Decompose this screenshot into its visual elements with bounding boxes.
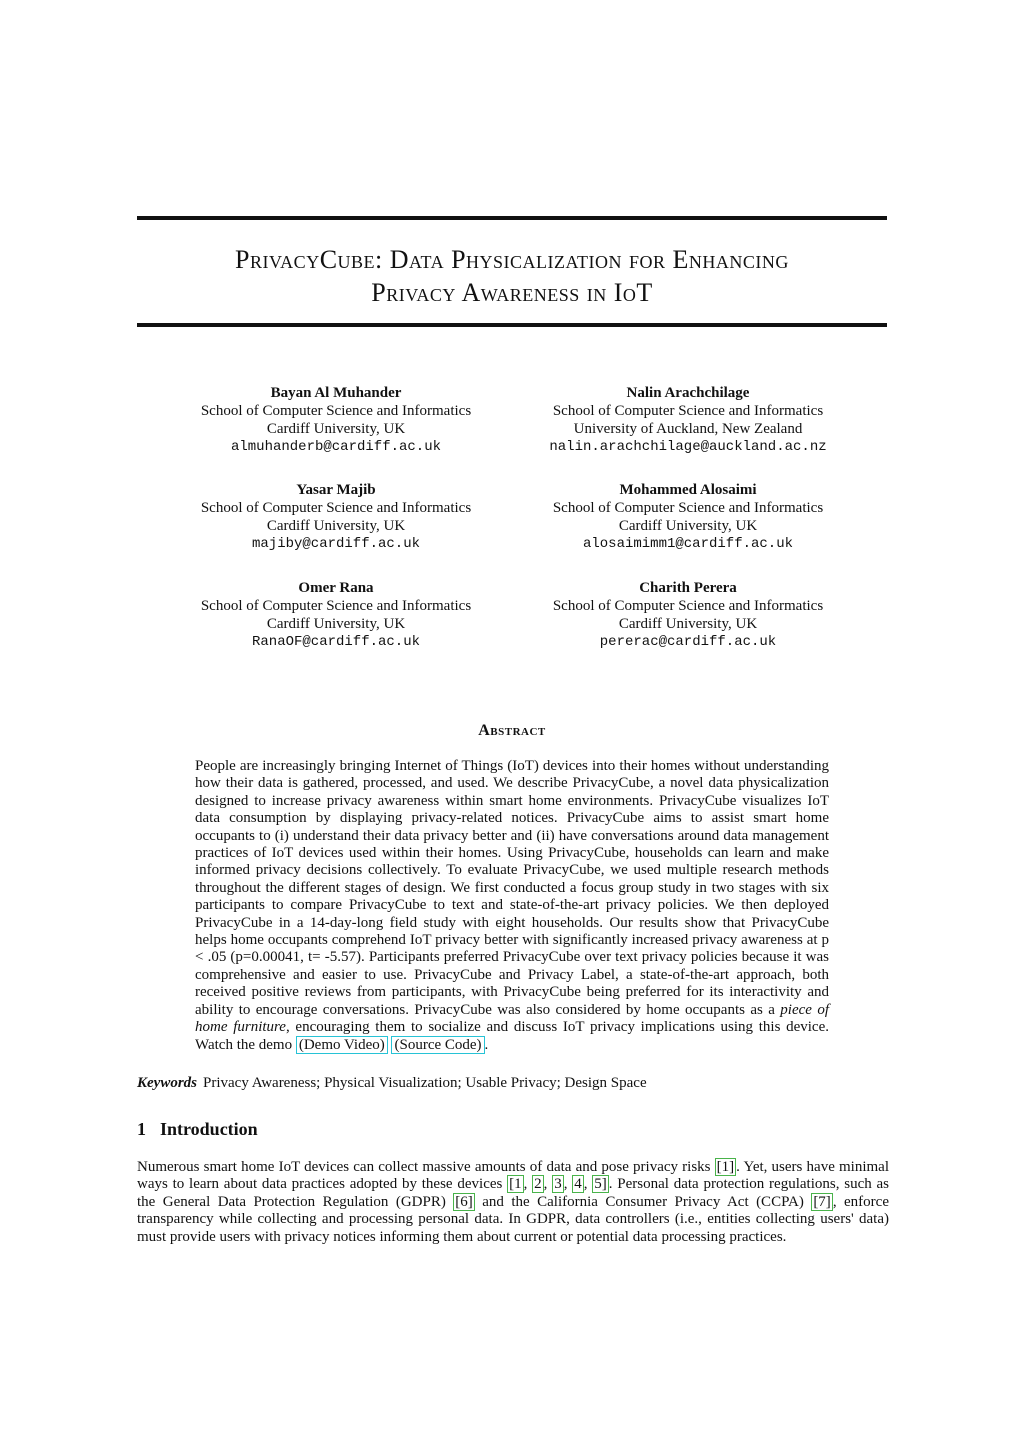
citation-link[interactable]: 2: [534, 1176, 542, 1193]
author-affiliation: Cardiff University, UK: [266, 616, 406, 632]
author-email[interactable]: RanaOF@cardiff.ac.uk: [251, 634, 421, 650]
abstract-text-after-italic: , encouraging them to socialize and discuss IoT privacy implications using this device. Watch the demo: [195, 1019, 829, 1053]
paper-title-line-1: PrivacyCube: Data Physicalization for Enhancing: [235, 245, 789, 274]
citation-link[interactable]: 5]: [594, 1176, 607, 1193]
intro-text-2: . Yet, users have minimal ways to learn about data practices adopted by these devices: [137, 1159, 889, 1193]
author-department: School of Computer Science and Informatics: [552, 403, 824, 419]
author-affiliation: Cardiff University, UK: [266, 518, 406, 534]
author-card: [528, 384, 848, 456]
author-email[interactable]: nalin.arachchilage@auckland.ac.nz: [549, 439, 827, 455]
author-name: Mohammed Alosaimi: [619, 482, 757, 498]
abstract-text: [195, 758, 829, 1054]
author-department: School of Computer Science and Informatics: [552, 598, 824, 614]
abstract-text-main: People are increasingly bringing Internet of Things (IoT) devices into their homes without understanding how their data is gathered, processed, and used. We describe PrivacyCube, a novel data physicalization designed to increase privacy awareness within smart home environments. PrivacyCube visualizes IoT data consumption by displaying privacy-related notices. PrivacyCube aims to assist smart home occupants to (i) understand their data privacy better and (ii) have conversations around data management practices of IoT devices used within their homes. Using PrivacyCube, households can learn and make informed privacy decisions collectively. To evaluate PrivacyCube, we used multiple research methods throughout the different stages of design. We first conducted a focus group study in two stages with six participants to compare PrivacyCube to text and state-of-the-art privacy policies. We then deployed PrivacyCube in a 14-day-long field study with eight households. Our results show that PrivacyCube helps home occupants comprehend IoT privacy better with significantly increased privacy awareness at p < .05 (p=0.00041, t= -5.57). Participants preferred PrivacyCube over text privacy policies because it was comprehensive and easier to use. PrivacyCube and Privacy Label, a state-of-the-art approach, both received positive reviews from participants, with PrivacyCube being preferred for its interactivity and ability to encourage conversations. PrivacyCube was also considered by home occupants as a: [195, 758, 829, 1018]
intro-text-3: . Personal data protection regulations, such as the General Data Protection Regulation (GDPR): [137, 1176, 889, 1210]
author-email[interactable]: majiby@cardiff.ac.uk: [251, 536, 421, 552]
keywords-text: Privacy Awareness; Physical Visualization; Usable Privacy; Design Space: [203, 1075, 647, 1091]
title-top-rule: [137, 216, 887, 220]
citation-link[interactable]: [1: [509, 1176, 522, 1193]
author-card: [176, 384, 496, 456]
citation-link[interactable]: [1]: [716, 1159, 735, 1175]
author-name: Omer Rana: [298, 580, 374, 596]
citation-link[interactable]: [6]: [455, 1193, 473, 1210]
demo-video-link[interactable]: (Demo Video): [296, 1036, 388, 1054]
author-card: [528, 579, 848, 651]
author-department: School of Computer Science and Informatics: [552, 500, 824, 516]
author-email[interactable]: pererac@cardiff.ac.uk: [599, 634, 777, 650]
author-affiliation: Cardiff University, UK: [266, 421, 406, 437]
author-affiliation: Cardiff University, UK: [618, 616, 758, 632]
section-heading-introduction: [137, 1119, 258, 1140]
abstract-text-end: .: [484, 1036, 489, 1053]
author-name: Bayan Al Muhander: [270, 385, 402, 401]
author-affiliation: Cardiff University, UK: [618, 518, 758, 534]
author-email[interactable]: almuhanderb@cardiff.ac.uk: [230, 439, 442, 455]
intro-text-1: Numerous smart home IoT devices can collect massive amounts of data and pose privacy risks: [137, 1159, 715, 1175]
author-name: Yasar Majib: [296, 482, 376, 498]
introduction-paragraph: Numerous smart home IoT devices can collect massive amounts of data and pose privacy risks [1] . Yet, users have minimal ways to learn about data practices adopted by these devices [1 , 2 , 3 , 4 , 5] . Personal data protection regulations, such as the General Data Protection Regulation (GDPR) [6] and the California Consumer Privacy Act (CCPA) [7] , enforce transparency while collecting and processing personal data. In GDPR, data controllers (i.e., entities collecting users' data) must provide users with privacy notices informing them about current or potential data processing practices.: [137, 1159, 889, 1245]
source-code-link[interactable]: (Source Code): [391, 1036, 484, 1054]
author-email[interactable]: alosaimimm1@cardiff.ac.uk: [582, 536, 794, 552]
citation-link[interactable]: 4: [574, 1176, 582, 1193]
paper-title: [137, 243, 887, 309]
author-department: School of Computer Science and Informatics: [200, 598, 472, 614]
paper-title-line-2: Privacy Awareness in IoT: [371, 278, 653, 307]
section-title: Introduction: [160, 1119, 258, 1139]
abstract-text-italic: piece of home furniture: [195, 1001, 829, 1036]
author-affiliation: University of Auckland, New Zealand: [573, 421, 803, 437]
author-card: [176, 481, 496, 553]
author-name: Nalin Arachchilage: [626, 385, 750, 401]
citation-link[interactable]: [7]: [813, 1193, 831, 1210]
author-department: School of Computer Science and Informatics: [200, 403, 472, 419]
keywords-label: Keywords: [137, 1075, 197, 1091]
citation-link[interactable]: 3: [554, 1176, 562, 1193]
keywords-line: [137, 1075, 887, 1092]
author-card: [176, 579, 496, 651]
intro-text-5: , enforce transparency while collecting and processing personal data. In GDPR, data controllers (i.e., entities collecting users' data) must provide users with privacy notices informing them about current or potential data processing practices.: [137, 1193, 889, 1245]
abstract-heading: Abstract: [478, 722, 546, 739]
author-name: Charith Perera: [639, 580, 737, 596]
author-card: [528, 481, 848, 553]
section-number: 1: [137, 1119, 146, 1139]
intro-text-4: and the California Consumer Privacy Act (CCPA): [474, 1193, 812, 1210]
title-bottom-rule: [137, 323, 887, 327]
author-department: School of Computer Science and Informatics: [200, 500, 472, 516]
